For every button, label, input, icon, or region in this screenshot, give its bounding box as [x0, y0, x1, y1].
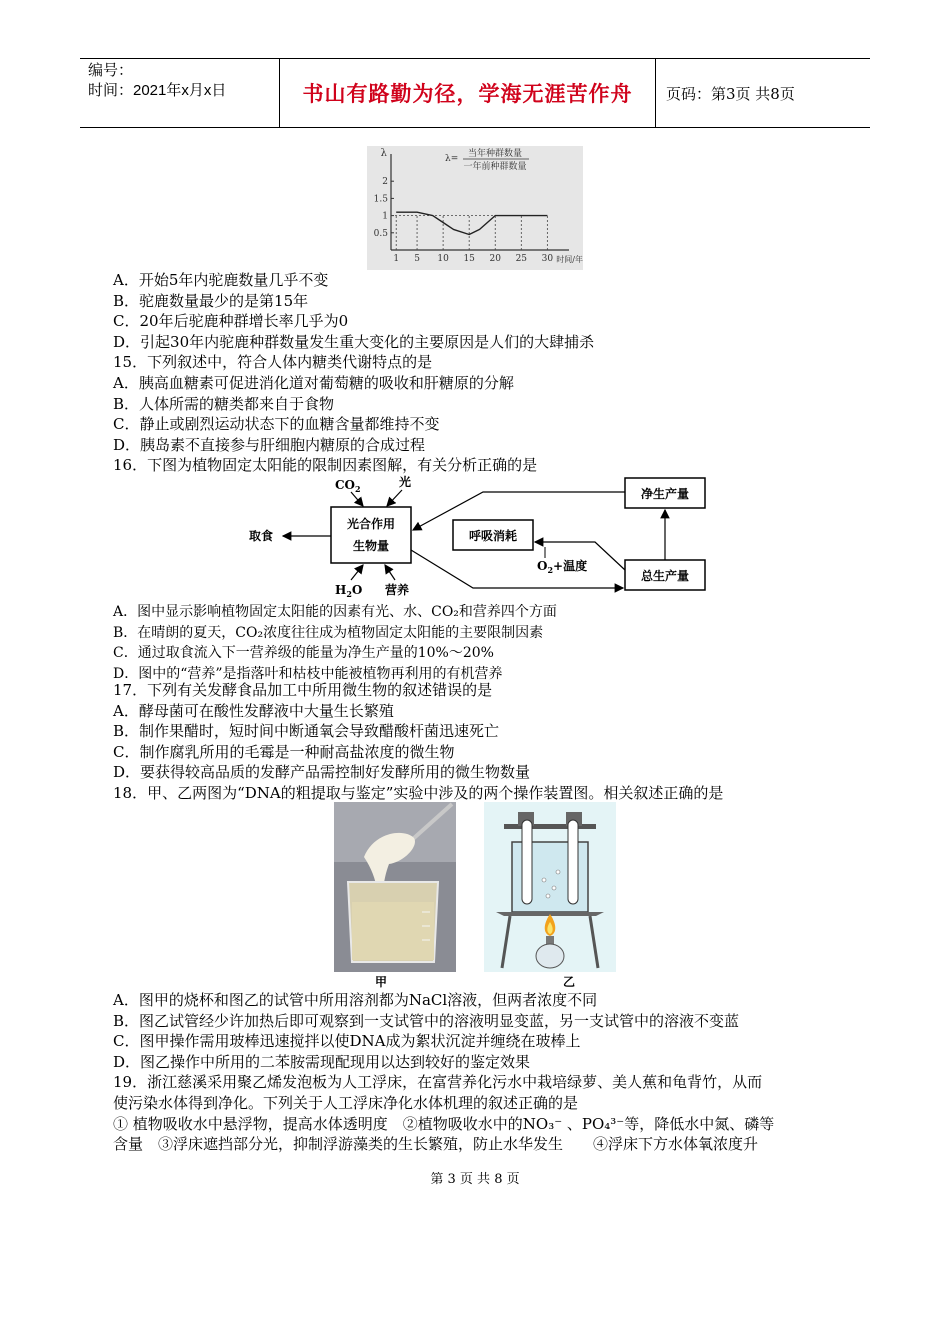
figure-jia-beaker — [334, 802, 456, 972]
page-label: 页码：第3页 共8页 — [666, 84, 795, 103]
x-axis-label: 时间/年 — [556, 255, 583, 264]
o2-temp-label: $O_2+$温度 — [537, 559, 588, 575]
label-jia: 甲 — [375, 975, 388, 989]
q15-option-d: D．胰岛素不直接参与肝细胞内糖原的合成过程 — [113, 435, 426, 454]
q15-option-a: A．胰高血糖素可促进消化道对葡萄糖的吸收和肝糖原的分解 — [113, 373, 514, 392]
q15-option-c: C．静止或剧烈运动状态下的血糖含量都维持不变 — [113, 415, 440, 434]
eat-label: 取食 — [249, 529, 274, 543]
energy-diagram — [245, 472, 725, 602]
q15-option-b: B．人体所需的糖类都来自于食物 — [113, 394, 335, 413]
light-label: 光 — [399, 475, 412, 489]
q19-line3: ① 植物吸收水中悬浮物，提高水体透明度 ②植物吸收水中的NO₃⁻ 、PO₄³⁻等，降低水中氮、磷等 — [113, 1114, 775, 1133]
y-tick-label: 1.5 — [373, 194, 388, 205]
q17-option-d: D．要获得较高品质的发酵产品需控制好发酵所用的微生物数量 — [113, 763, 531, 782]
x-tick-label: 1 — [393, 254, 400, 264]
nutrient-label: 营养 — [385, 583, 410, 597]
q14-options — [113, 270, 594, 476]
q17-stem: 17．下列有关发酵食品加工中所用微生物的叙述错误的是 — [113, 681, 493, 699]
q17-option-a: A．酵母菌可在酸性发酵液中大量生长繁殖 — [113, 701, 394, 720]
q17-option-c: C．制作腐乳所用的毛霉是一种耐高盐浓度的微生物 — [113, 742, 455, 761]
q16-option-b: B．在晴朗的夏天，CO₂浓度往往成为植物固定太阳能的主要限制因素 — [113, 624, 544, 641]
y-axis-label: λ — [380, 148, 387, 159]
q19-line1: 19．浙江慈溪采用聚乙烯发泡板为人工浮床，在富营养化污水中栽培绿萝、美人蕉和龟背竹，从而 — [113, 1073, 763, 1092]
q17-option-b: B．制作果醋时，短时间中断通氧会导致醋酸杆菌迅速死亡 — [113, 722, 500, 741]
x-tick-label: 15 — [463, 254, 475, 264]
number-label: 编号： — [88, 62, 134, 79]
center-line2: 生物量 — [352, 539, 390, 553]
center-line1: 光合作用 — [346, 517, 396, 531]
x-tick-label: 5 — [414, 254, 420, 264]
q18-stem: 18．甲、乙两图为“DNA的粗提取与鉴定”实验中涉及的两个操作装置图。相关叙述正确的是 — [113, 783, 724, 802]
q16-option-a: A．图中显示影响植物固定太阳能的因素有光、水、CO₂和营养四个方面 — [113, 604, 557, 620]
header-meta — [80, 59, 280, 127]
net-label: 净生产量 — [640, 487, 690, 501]
respiration-label: 呼吸消耗 — [468, 529, 518, 543]
q18-option-b: B．图乙试管经少许加热后即可观察到一支试管中的溶液明显变蓝，另一支试管中的溶液不变蓝 — [113, 1011, 740, 1030]
y-tick-label: 0.5 — [373, 228, 388, 239]
formula-lhs: λ= — [445, 154, 459, 164]
figure-yi-apparatus — [484, 802, 616, 972]
q14-option-c: C．20年后驼鹿种群增长率几乎为0 — [113, 312, 349, 331]
q16-stem: 16．下图为植物固定太阳能的限制因素图解，有关分析正确的是 — [113, 456, 538, 475]
q16-option-c: C．通过取食流入下一营养级的能量为净生产量的10%～20% — [113, 645, 494, 662]
label-yi: 乙 — [563, 975, 576, 989]
motto: 书山有路勤为径，学海无涯苦作舟 — [280, 59, 656, 127]
page-header — [80, 58, 870, 128]
q18-option-d: D．图乙操作中所用的二苯胺需现配现用以达到较好的鉴定效果 — [113, 1052, 531, 1071]
gross-label: 总生产量 — [640, 569, 690, 583]
q14-option-a: A．开始5年内驼鹿数量几乎不变 — [113, 271, 329, 289]
q19-line2: 使污染水体得到净化。下列关于人工浮床净化水体机理的叙述正确的是 — [113, 1093, 579, 1112]
x-tick-label: 20 — [489, 254, 501, 264]
lambda-chart — [367, 146, 583, 270]
q18-option-a: A．图甲的烧杯和图乙的试管中所用溶剂都为NaCl溶液，但两者浓度不同 — [113, 991, 598, 1009]
q18-q19-block — [113, 990, 774, 1155]
q17-block — [113, 680, 723, 804]
q19-line4: 含量 ③浮床遮挡部分光，抑制浮游藻类的生长繁殖，防止水华发生 ④浮床下方水体氧浓度升 — [113, 1135, 759, 1154]
q15-stem: 15．下列叙述中，符合人体内糖类代谢特点的是 — [113, 353, 433, 372]
photosynthesis-box — [331, 507, 411, 563]
x-tick-label: 10 — [437, 254, 449, 264]
formula-denominator: 一年前种群数量 — [463, 162, 527, 172]
x-tick-label: 25 — [515, 254, 528, 264]
q16-option-d: D．图中的“营养”是指落叶和枯枝中能被植物再利用的有机营养 — [113, 665, 503, 682]
date-label: 时间：2021年x月x日 — [88, 82, 227, 99]
q16-options — [113, 602, 557, 684]
y-tick-label: 1 — [382, 211, 388, 222]
q14-option-d: D．引起30年内驼鹿种群数量发生重大变化的主要原因是人们的大肆捕杀 — [113, 332, 595, 351]
x-tick-label: 30 — [541, 254, 554, 264]
q14-option-b: B．驼鹿数量最少的是第15年 — [113, 291, 309, 310]
water-label: $H_2O$ — [335, 583, 363, 599]
y-tick-label: 2 — [382, 177, 388, 188]
co2-label: $CO_2$ — [335, 478, 361, 494]
page-footer: 第 3 页 共 8 页 — [430, 1172, 520, 1187]
q18-option-c: C．图甲操作需用玻棒迅速搅拌以使DNA成为絮状沉淀并缠绕在玻棒上 — [113, 1032, 581, 1051]
formula-numerator: 当年种群数量 — [467, 149, 523, 159]
